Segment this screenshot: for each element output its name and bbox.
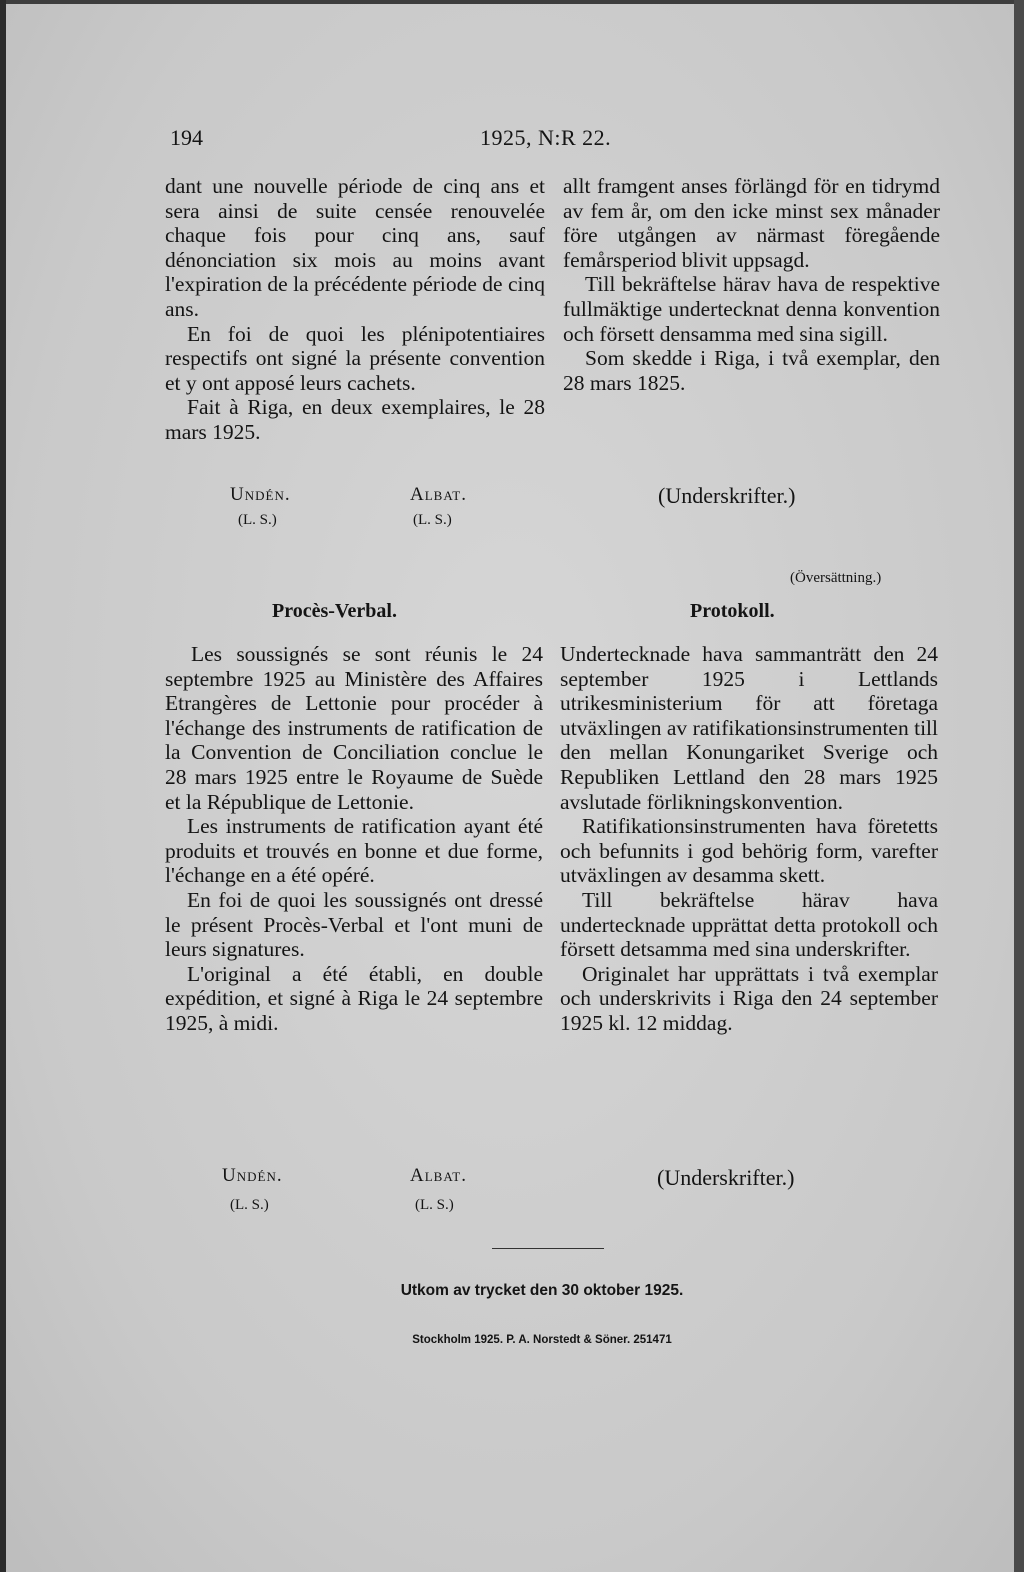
publication-note: Utkom av trycket den 30 oktober 1925. bbox=[400, 1282, 684, 1299]
swedish-column-bottom bbox=[560, 642, 938, 1036]
seal-mark: (L. S.) bbox=[230, 1197, 269, 1213]
protokoll-heading: Protokoll. bbox=[690, 600, 775, 622]
proces-verbal-heading: Procès-Verbal. bbox=[272, 600, 397, 622]
paragraph: Till bekräftelse härav hava undertecknade upprättat detta protokoll och försett detsamma med sina underskrifter. bbox=[560, 887, 938, 962]
paragraph: Undertecknade hava sammanträtt den 24 september 1925 i Lettlands utrikesministerium för att företaga utväxlingen av ratifikationsinstrumenten till den mellan Konungariket Sverige och Republiken Lettland den 28 mars 1925 avslutade förlikningskonvention. bbox=[560, 642, 938, 814]
french-column-bottom bbox=[165, 642, 543, 1036]
page-number: 194 bbox=[170, 125, 203, 150]
translation-note: (Översättning.) bbox=[790, 570, 882, 586]
seal-mark: (L. S.) bbox=[238, 512, 277, 528]
footer-rule bbox=[492, 1248, 604, 1249]
paragraph: Som skedde i Riga, i två exemplar, den 28 mars 1825. bbox=[563, 346, 940, 395]
signatures-note: (Underskrifter.) bbox=[658, 483, 796, 508]
signer-unden: Undén. bbox=[230, 484, 291, 505]
paragraph: Originalet har upprättats i två exemplar och underskrivits i Riga den 24 september 1925 kl. 12 middag. bbox=[560, 961, 938, 1035]
paragraph: dant une nouvelle période de cinq ans et sera ainsi de suite censée renouvelée chaque fois pour cinq ans, sauf dénonciation six mois au moins avant l'expiration de la précédente période de cinq ans. bbox=[165, 174, 545, 321]
signer-unden: Undén. bbox=[222, 1165, 283, 1186]
printer-line: Stockholm 1925. P. A. Norstedt & Söner. 251471 bbox=[412, 1334, 672, 1346]
paragraph: En foi de quoi les plénipotentiaires respectifs ont signé la présente convention et y ont apposé leurs cachets. bbox=[165, 321, 545, 395]
seal-mark: (L. S.) bbox=[413, 512, 452, 528]
paragraph: Till bekräftelse härav hava de respektive fullmäktige undertecknat denna konvention och försett densamma med sina sigill. bbox=[563, 272, 940, 346]
paragraph: Ratifikationsinstrumenten hava företetts och befunnits i god behörig form, varefter utväxlingen av desamma skett. bbox=[560, 814, 938, 888]
signer-albat: Albat. bbox=[410, 484, 467, 505]
paragraph: L'original a été établi, en double expédition, et signé à Riga le 24 septembre 1925, à midi. bbox=[165, 961, 543, 1035]
signer-albat: Albat. bbox=[410, 1165, 467, 1186]
paragraph: Les instruments de ratification ayant été produits et trouvés en bonne et due forme, l'échange en a été opéré. bbox=[165, 814, 543, 888]
paragraph: En foi de quoi les soussignés ont dressé le présent Procès-Verbal et l'ont muni de leurs signatures. bbox=[165, 887, 543, 962]
swedish-column-top bbox=[563, 174, 940, 395]
french-column-top bbox=[165, 174, 545, 445]
paragraph: allt framgent anses förlängd för en tidrymd av fem år, om den icke minst sex månader före utgången av närmast föregående femårsperiod blivit uppsagd. bbox=[563, 174, 940, 272]
scan-edge-top bbox=[0, 0, 1024, 4]
running-head: 1925, N:R 22. bbox=[480, 125, 612, 150]
seal-mark: (L. S.) bbox=[415, 1197, 454, 1213]
paragraph: Fait à Riga, en deux exemplaires, le 28 mars 1925. bbox=[165, 395, 545, 444]
paragraph: Les soussignés se sont réunis le 24 septembre 1925 au Ministère des Affaires Etrangères de Lettonie pour procéder à l'échange des instruments de ratification de la Convention de Conciliation conclue le 28 mars 1925 entre le Royaume de Suède et la République de Lettonie. bbox=[165, 642, 543, 814]
signatures-note: (Underskrifter.) bbox=[657, 1165, 795, 1190]
